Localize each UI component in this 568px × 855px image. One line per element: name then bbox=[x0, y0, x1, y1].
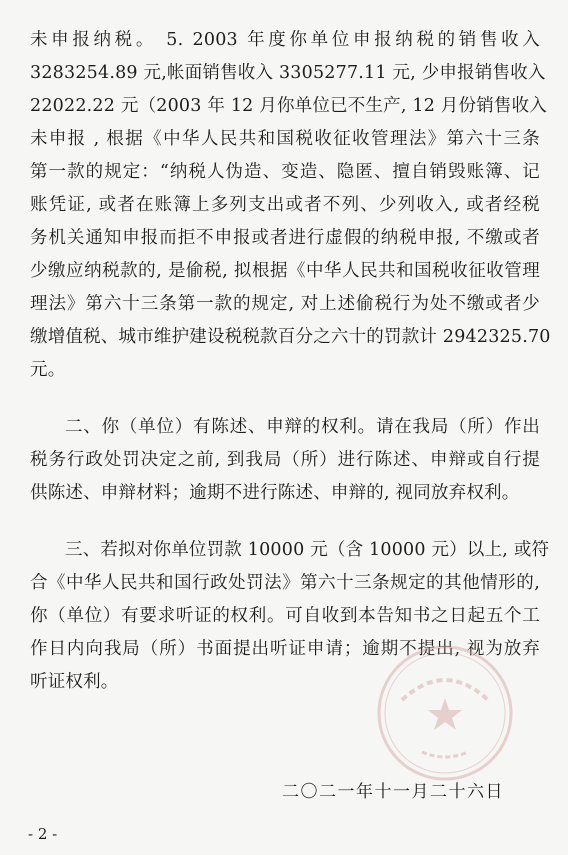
paragraph-line: 三、若拟对你单位罚款 10000 元（含 10000 元）以上, 或符 bbox=[65, 540, 550, 560]
paragraph-line: 22022.22 元（2003 年 12 月你单位已不生产, 12 月份销售收入 bbox=[30, 96, 548, 116]
paragraph-line: 二、你（单位）有陈述、申辩的权利。请在我局（所）作出 bbox=[65, 417, 540, 437]
paragraph-line: 缴增值税、城市维护建设税税款百分之六十的罚款计 2942325.70 bbox=[30, 327, 551, 347]
paragraph-line: 理法》第六十三条第一款的规定, 对上述偷税行为处不缴或者少 bbox=[30, 294, 540, 314]
paragraph-line: 作日内向我局（所）书面提出听证申请；逾期不提出, 视为放弃 bbox=[30, 639, 540, 659]
document-date: 二〇二一年十一月二十六日 bbox=[282, 782, 504, 802]
paragraph-line: 少缴应纳税款的, 是偷税, 拟根据《中华人民共和国税收征收管理 bbox=[30, 261, 540, 281]
paragraph-line: 供陈述、申辩材料；逾期不进行陈述、申辩的, 视同放弃权利。 bbox=[30, 483, 520, 503]
paragraph-line: 税务行政处罚决定之前, 到我局（所）进行陈述、申辩或自行提 bbox=[30, 450, 540, 470]
paragraph-line: 元。 bbox=[30, 360, 66, 380]
page-number: - 2 - bbox=[28, 825, 58, 843]
official-seal-stamp bbox=[372, 640, 518, 786]
paragraph-line: 未申报纳税。 5. 2003 年度你单位申报纳税的销售收入 bbox=[30, 30, 540, 50]
paragraph-line: 听证权利。 bbox=[30, 672, 119, 692]
paragraph-line: 你（单位）有要求听证的权利。可自收到本告知书之日起五个工 bbox=[30, 606, 540, 626]
paragraph-line: 务机关通知申报而拒不申报或者进行虚假的纳税申报, 不缴或者 bbox=[30, 228, 540, 248]
paragraph-line: 账凭证, 或者在账簿上多列支出或者不列、少列收入, 或者经税 bbox=[30, 195, 540, 215]
paragraph-line: 3283254.89 元,帐面销售收入 3305277.11 元, 少申报销售收入 bbox=[30, 63, 546, 83]
paragraph-line: 未申报 , 根据《中华人民共和国税收征收管理法》第六十三条 bbox=[30, 129, 540, 149]
paragraph-line: 合《中华人民共和国行政处罚法》第六十三条规定的其他情形的, bbox=[30, 573, 540, 593]
paragraph-line: 第一款的规定：“纳税人伪造、变造、隐匿、擅自销毁账簿、记 bbox=[30, 162, 540, 182]
